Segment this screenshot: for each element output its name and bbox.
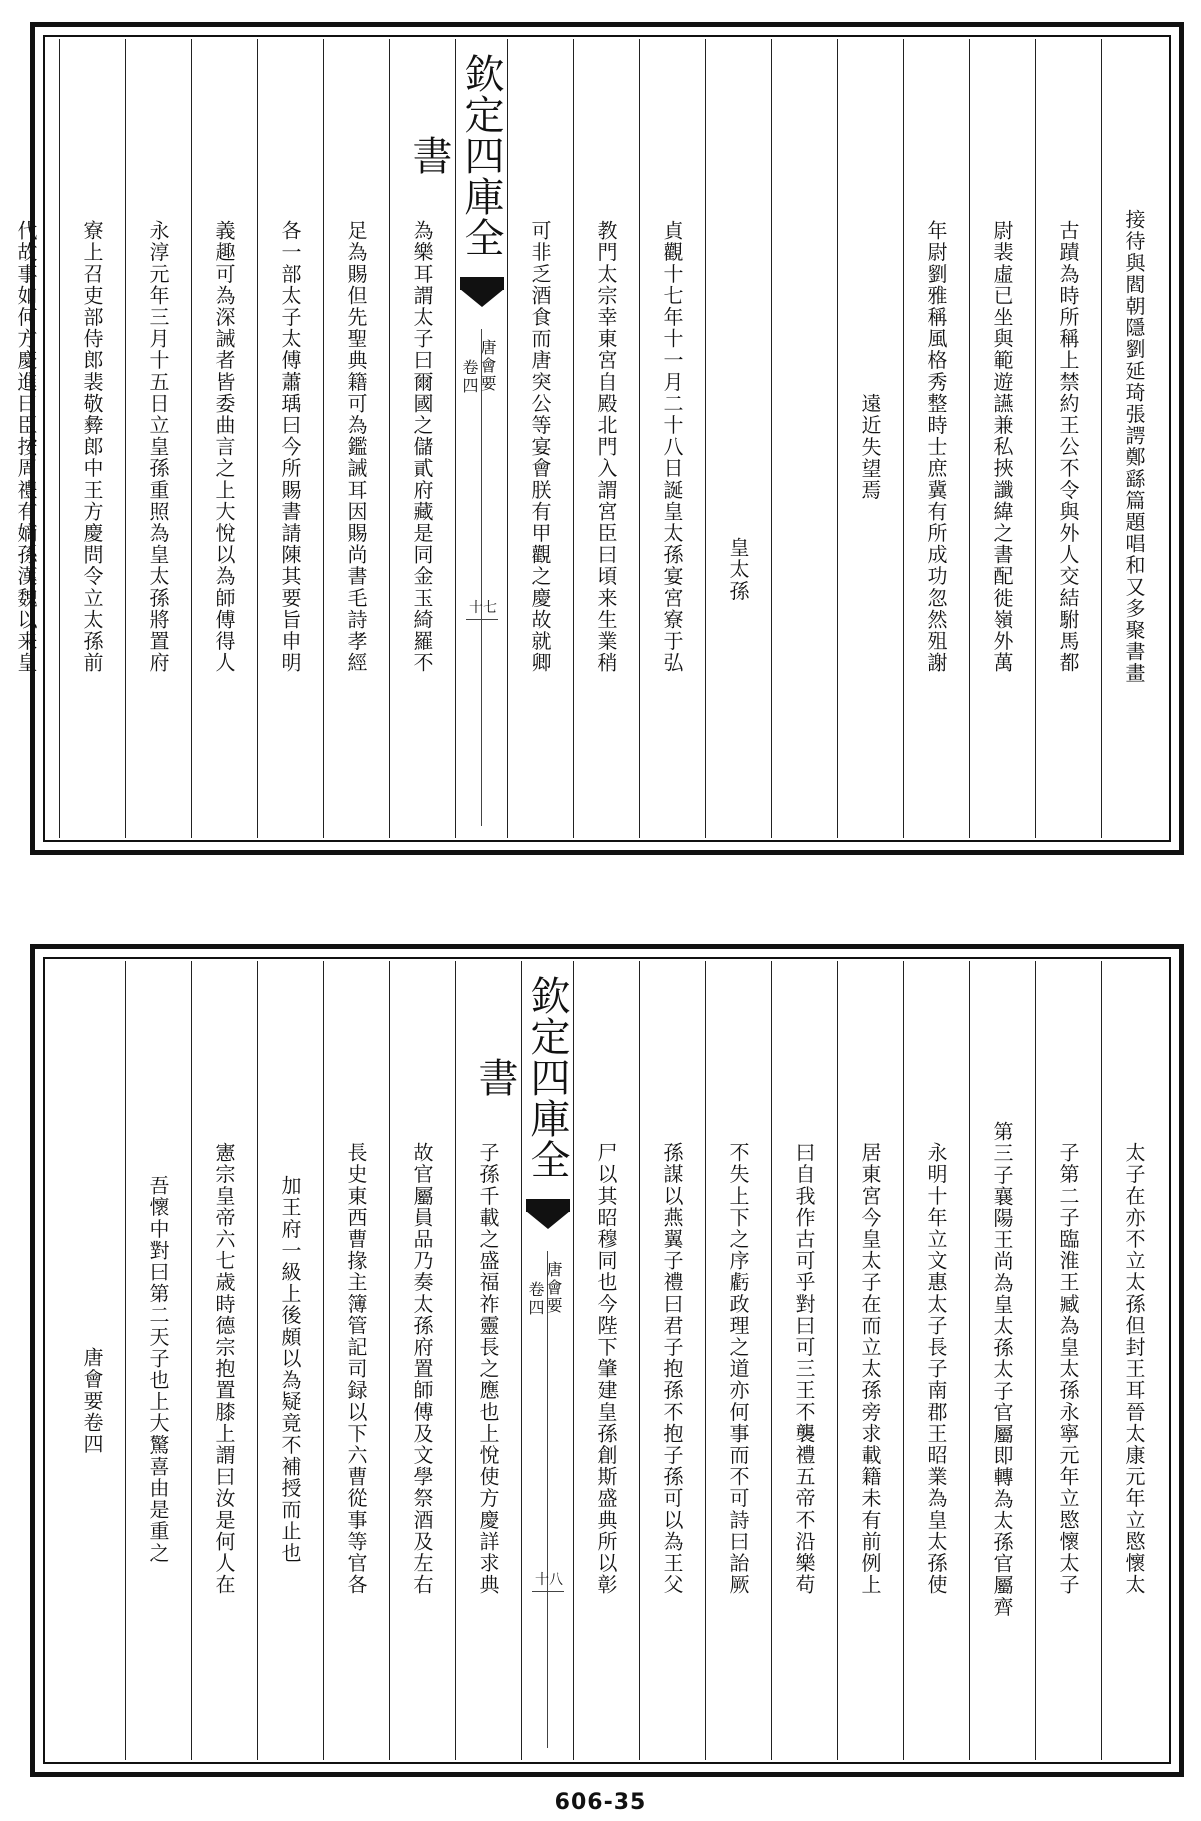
column-text: 吾懷中對曰第二天子也上大驚喜由是重之 bbox=[146, 1174, 170, 1564]
column-text: 皇太孫 bbox=[726, 536, 750, 602]
fish-tail-marker bbox=[526, 1199, 570, 1233]
column-text: 可非乏酒食而唐突公等宴會朕有甲觀之慶故就卿 bbox=[528, 220, 552, 674]
column-text: 足為賜但先聖典籍可為鑑誡耳因賜尚書毛詩孝經 bbox=[344, 220, 368, 674]
bottom-half-page bbox=[30, 944, 1184, 1777]
text-column bbox=[705, 961, 771, 1760]
fold-line bbox=[547, 1251, 548, 1748]
text-column bbox=[573, 961, 639, 1760]
fold-juan: 卷四 bbox=[526, 1281, 545, 1317]
column-text: 加王府一級上後頗以為疑竟不補授而止也 bbox=[278, 1174, 302, 1564]
text-column bbox=[191, 961, 257, 1760]
fold-page-number: 十七 bbox=[469, 600, 497, 616]
page-number-footer: 606-35 bbox=[554, 1790, 647, 1815]
column-text: 各一部太子太傅蕭瑀曰今所賜書請陳其要旨申明 bbox=[278, 220, 302, 674]
column-text: 古蹟為時所稱上禁約王公不令與外人交結駙馬都 bbox=[1056, 220, 1080, 674]
text-column bbox=[1035, 39, 1101, 838]
text-column bbox=[455, 961, 521, 1760]
column-text: 永淳元年三月十五日立皇孫重照為皇太孫將置府 bbox=[146, 220, 170, 674]
text-column bbox=[639, 39, 705, 838]
column-text: 第三子襄陽王尚為皇太孫太子官屬即轉為太孫官屬齊 bbox=[990, 1120, 1014, 1618]
text-column bbox=[771, 961, 837, 1760]
text-column bbox=[1101, 39, 1167, 838]
text-column bbox=[59, 961, 125, 1760]
column-text: 代故事如何方慶進曰臣按周禮有嫡孫漢魏以来皇 bbox=[14, 220, 38, 674]
column-text: 太子在亦不立太孫但封王耳晉太康元年立愍懷太 bbox=[1122, 1142, 1146, 1596]
fold-page-number: 十八 bbox=[535, 1572, 563, 1588]
column-text: 年尉劉雅稱風格秀整時士庶冀有所成功忽然殂謝 bbox=[924, 220, 948, 674]
text-column bbox=[125, 961, 191, 1760]
text-column bbox=[639, 961, 705, 1760]
text-column bbox=[389, 961, 455, 1760]
column-text: 居東宮今皇太子在而立太孫旁求載籍未有前例上 bbox=[858, 1142, 882, 1596]
column-text: 為樂耳謂太子曰爾國之儲貳府藏是同金玉綺羅不 bbox=[410, 220, 434, 674]
text-column bbox=[59, 39, 125, 838]
fold-book-name: 唐會要 bbox=[544, 1261, 563, 1315]
column-text: 貞觀十七年十一月二十八日誕皇太孫宴宮寮于弘 bbox=[660, 220, 684, 674]
text-column bbox=[837, 961, 903, 1760]
bottom-text-columns bbox=[47, 961, 1167, 1760]
text-column bbox=[969, 961, 1035, 1760]
column-text: 憲宗皇帝六七歳時德宗抱置膝上謂曰汝是何人在 bbox=[212, 1142, 236, 1596]
text-column bbox=[507, 39, 573, 838]
fold-book-name: 唐會要 bbox=[478, 339, 497, 393]
column-text: 子第二子臨淮王臧為皇太孫永寧元年立愍懷太子 bbox=[1056, 1142, 1080, 1596]
text-column bbox=[389, 39, 455, 838]
fold-juan: 卷四 bbox=[460, 359, 479, 395]
column-text: 曰自我作古可乎對曰可三王不襲禮五帝不沿樂苟 bbox=[792, 1142, 816, 1596]
text-column bbox=[323, 961, 389, 1760]
column-text: 遠近失望焉 bbox=[858, 393, 882, 501]
text-column bbox=[125, 39, 191, 838]
text-column bbox=[1101, 961, 1167, 1760]
text-column bbox=[0, 39, 59, 838]
text-column bbox=[903, 961, 969, 1760]
fold-line bbox=[481, 329, 482, 826]
fish-tail-marker bbox=[460, 277, 504, 311]
column-text: 唐會要卷四 bbox=[80, 1347, 104, 1455]
text-column bbox=[969, 39, 1035, 838]
text-column bbox=[573, 39, 639, 838]
text-column bbox=[837, 39, 903, 838]
column-text: 接待與閻朝隱劉延琦張諤鄭繇篇題唱和又多聚書畫 bbox=[1122, 209, 1146, 685]
fold-rule bbox=[532, 1591, 564, 1592]
column-text: 永明十年立文惠太子長子南郡王昭業為皇太孫使 bbox=[924, 1142, 948, 1596]
text-column bbox=[771, 39, 837, 838]
text-column bbox=[191, 39, 257, 838]
column-text: 不失上下之序虧政理之道亦何事而不可詩曰詒厥 bbox=[726, 1142, 750, 1596]
top-text-columns bbox=[14, 39, 1167, 838]
text-column bbox=[705, 39, 771, 838]
text-column bbox=[1035, 961, 1101, 1760]
text-column bbox=[903, 39, 969, 838]
fold-rule bbox=[466, 619, 498, 620]
column-text bbox=[772, 47, 837, 838]
column-text: 故官屬員品乃奏太孫府置師傅及文學祭酒及左右 bbox=[410, 1142, 434, 1596]
column-text: 尸以其昭穆同也今陛下肇建皇孫創斯盛典所以彰 bbox=[594, 1142, 618, 1596]
top-half-page bbox=[14, 22, 1184, 855]
column-text: 義趣可為深誡者皆委曲言之上大悅以為師傅得人 bbox=[212, 220, 236, 674]
text-column bbox=[257, 39, 323, 838]
column-text: 孫謀以燕翼子禮曰君子抱孫不抱子孫可以為王父 bbox=[660, 1142, 684, 1596]
fold-header: 欽定四庫全書 bbox=[472, 974, 570, 1180]
column-text: 教門太宗幸東宮自殿北門入謂宮臣曰頃来生業稍 bbox=[594, 220, 618, 674]
fold-header: 欽定四庫全書 bbox=[406, 52, 504, 258]
text-column bbox=[323, 39, 389, 838]
column-text: 長史東西曹掾主簿管記司録以下六曹從事等官各 bbox=[344, 1142, 368, 1596]
column-text: 寮上召吏部侍郎裴敬彜郎中王方慶問令立太孫前 bbox=[80, 220, 104, 674]
column-text: 子孫千載之盛福祚靈長之應也上悅使方慶詳求典 bbox=[476, 1142, 500, 1596]
text-column bbox=[257, 961, 323, 1760]
column-text: 尉裴虛已坐與範遊讌兼私挾讖緯之書配徙嶺外萬 bbox=[990, 220, 1014, 674]
